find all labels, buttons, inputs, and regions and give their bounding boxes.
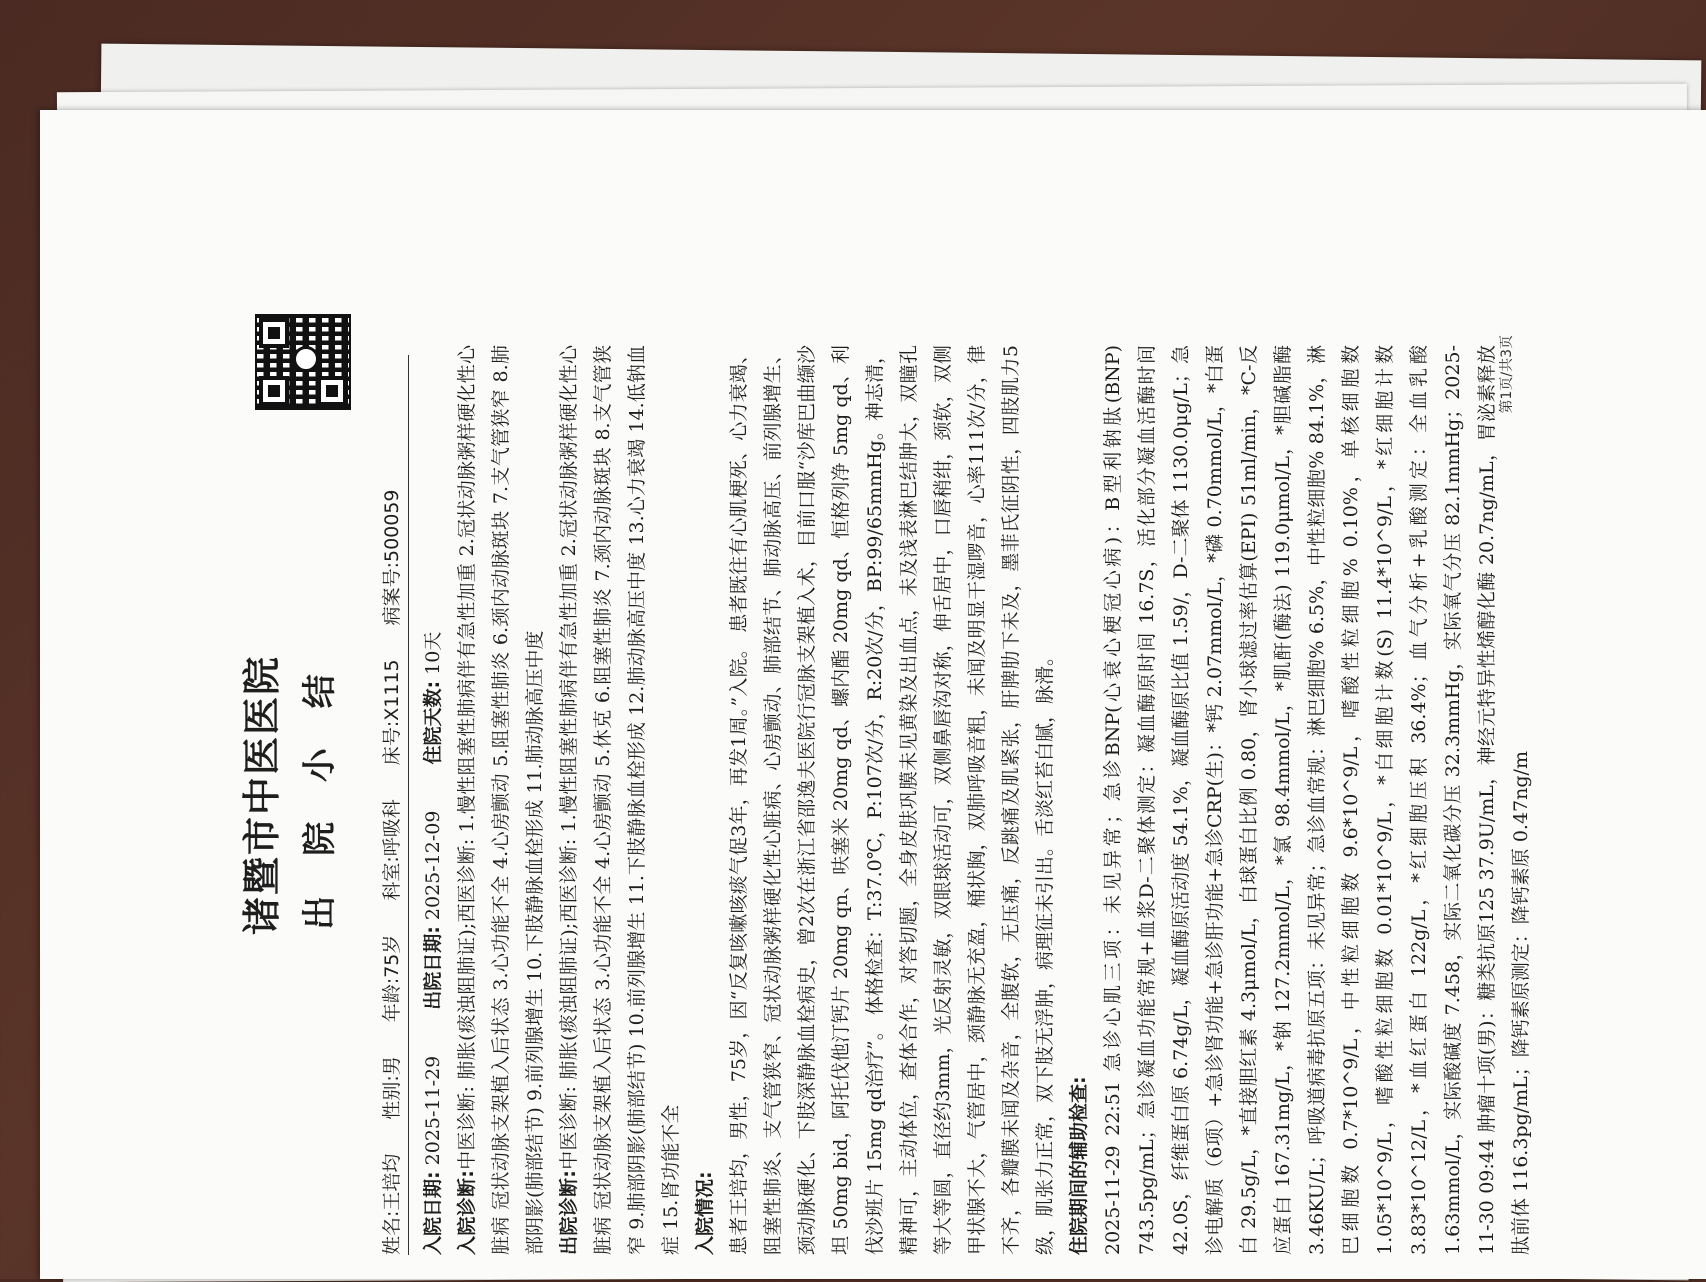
- patient-age: 年龄:75岁: [381, 934, 403, 1023]
- header-divider: [408, 355, 409, 1255]
- discharge-date-label: 出院日期:: [422, 926, 444, 1010]
- patient-bed: 床号:X1115: [381, 659, 403, 766]
- hospital-name: 诸暨市中医医院: [239, 655, 284, 936]
- admit-diagnosis-text: 中医诊断: 肺胀(痰浊阻肺证);西医诊断: 1.慢性阻塞性肺病伴有急性加重 2.冠状动脉粥样硬化性心脏病 冠状动脉支架植入后状态 3.心功能不全 4.心房颤动 5.阻塞性肺炎 6.颈内动脉斑块 7.支气管狭窄 8.肺部阴影(肺部结节) 9.前列腺增生 10.下肢静脉血栓形成 11.肺动脉高压中度: [456, 345, 546, 1255]
- discharge-diagnosis-text: 中医诊断: 肺胀(痰浊阻肺证);西医诊断: 1.慢性阻塞性肺病伴有急性加重 2.冠状动脉粥样硬化性心脏病 冠状动脉支架植入后状态 3.心功能不全 4.心房颤动 5.休克 6.阻塞性肺炎 7.颈内动脉斑块 8.支气管狭窄 9.肺部阴影(肺部结节) 10.前列腺增生 11.下肢静脉血栓形成 12.肺动脉高压中度 13.心力衰竭 14.低钠血症 15.肾功能不全: [558, 345, 682, 1255]
- discharge-diagnosis-label: 出院诊断:: [558, 1170, 580, 1255]
- aux-exam-label: 住院期间的辅助检查:: [1068, 1076, 1090, 1255]
- patient-name: 姓名:王培均: [381, 1153, 403, 1255]
- patient-sex: 性别:男: [381, 1056, 403, 1120]
- aux-exam-heading: [1062, 345, 1096, 1255]
- admit-date: 2025-11-29: [422, 1055, 444, 1166]
- aux-exam-text: 2025-11-29 22:51 急诊心肌三项：未见异常；急诊BNP(心衰心梗冠心病)：B型利钠肽(BNP) 743.5pg/mL；急诊凝血功能常规+血浆D-二聚体测定：凝血酶原时间 16.7S，活化部分凝血活酶时间 42.0S，纤维蛋白原 6.74g/L，凝血酶原活动度 54.1%，凝血酶原比值 1.59/，D-二聚体 1130.0μg/L；急诊电解质（6项）+急诊肾功能+急诊肝功能+急诊CRP(生)：*钙 2.07mmol/L，*磷 0.70mmol/L，*白蛋白 29.5g/L，*直接胆红素 4.3μmol/L，白球蛋白比例 0.80，肾小球滤过率估算(EPI) 51ml/min，*C-反应蛋白 167.31mg/L，*钠 127.2mmol/L，*氯 98.4mmol/L，*肌酐(酶法) 119.0μmol/L，*胆碱脂酶 3.46KU/L；呼吸道病毒抗原五项：未见异常；急诊血常规：淋巴细胞% 6.5%，中性粒细胞% 84.1%，淋巴细胞数 0.7*10^9/L，中性粒细胞数 9.6*10^9/L，嗜酸性粒细胞% 0.10%，单核细胞数 1.05*10^9/L，嗜酸性粒细胞数 0.01*10^9/L，*白细胞计数(S) 11.4*10^9/L，*红细胞计数 3.83*10^12/L，*血红蛋白 122g/L，*红细胞压积 36.4%；血气分析+乳酸测定：全血乳酸 1.63mmol/L，实际酸碱度 7.458，实际二氧化碳分压 32.3mmHg，实际氧气分压 82.1mmHg；2025-11-30 09:44 肿瘤十项(男)：糖类抗原125 37.9U/mL，神经元特异性烯醇化酶 20.7ng/mL，胃泌素释放肽前体 116.3pg/mL；降钙素原测定：降钙素原 0.47ng/m: [1102, 345, 1532, 1255]
- patient-record-no: 病案号:500059: [381, 489, 403, 626]
- discharge-diagnosis: [552, 345, 688, 1255]
- admit-diagnosis-label: 入院诊断:: [456, 1170, 478, 1255]
- stay-days-label: 住院天数:: [422, 680, 444, 765]
- dates-row: [416, 345, 450, 1255]
- document-sheet: [40, 110, 1706, 1279]
- page-number: 第1页/共3页: [1499, 335, 1515, 414]
- admit-diagnosis: [450, 345, 552, 1255]
- discharge-date: 2025-12-09: [422, 810, 444, 921]
- stay-days: 10天: [422, 631, 444, 675]
- patient-dept: 科室:呼吸科: [381, 799, 403, 901]
- document-title: 出 院 小 结: [300, 660, 340, 930]
- patient-info-bar: [375, 355, 409, 1255]
- discharge-summary-page: [170, 315, 1650, 1275]
- admit-status-heading: [688, 345, 722, 1255]
- summary-body: [416, 345, 1538, 1255]
- admit-date-label: 入院日期:: [422, 1171, 444, 1255]
- admit-status-text: 患者王培均，男性，75岁，因“反复咳嗽咳痰气促3年，再发1周。”入院。 患者既往有心肌梗死、心力衰竭、阻塞性肺炎、支气管狭窄、冠状动脉粥样硬化性心脏病、心房颤动、肺部结节、肺动脉高压、前列腺增生、颈动脉硬化、下肢深静脉血栓病史，曾2次在浙江省邵逸夫医院行冠脉支架植入术，目前口服“沙库巴曲缬沙坦 50mg bid，阿托伐他汀钙片 20mg qn、呋塞米 20mg qd、螺内酯 20mg qd、恒格列净 5mg qd、利伐沙班片 15mg qd治疗”。 体格检查：T:37.0℃，P:107次/分，R:20次/分，BP:99/65mmHg。神志清，精神可，主动体位，查体合作，对答切题，全身皮肤巩膜未见黄染及出血点，未及浅表淋巴结肿大，双瞳孔等大等圆，直径约3mm，光反射灵敏，双眼球活动可，双侧鼻唇沟对称，伸舌居中，口唇稍绀，颈软，双侧甲状腺不大，气管居中，颈静脉无充盈，桶状胸，双肺呼吸音粗，未闻及明显干湿啰音，心率111次/分，律不齐，各瓣膜未闻及杂音，全腹软，无压痛，反跳痛及肌紧张，肝脾肋下未及，墨菲氏征阴性，四肢肌力5级，肌张力正常，双下肢无浮肿，病理征未引出。舌淡红苔白腻，脉滑。: [728, 345, 1056, 1255]
- admit-status-label: 入院情况:: [694, 1171, 716, 1255]
